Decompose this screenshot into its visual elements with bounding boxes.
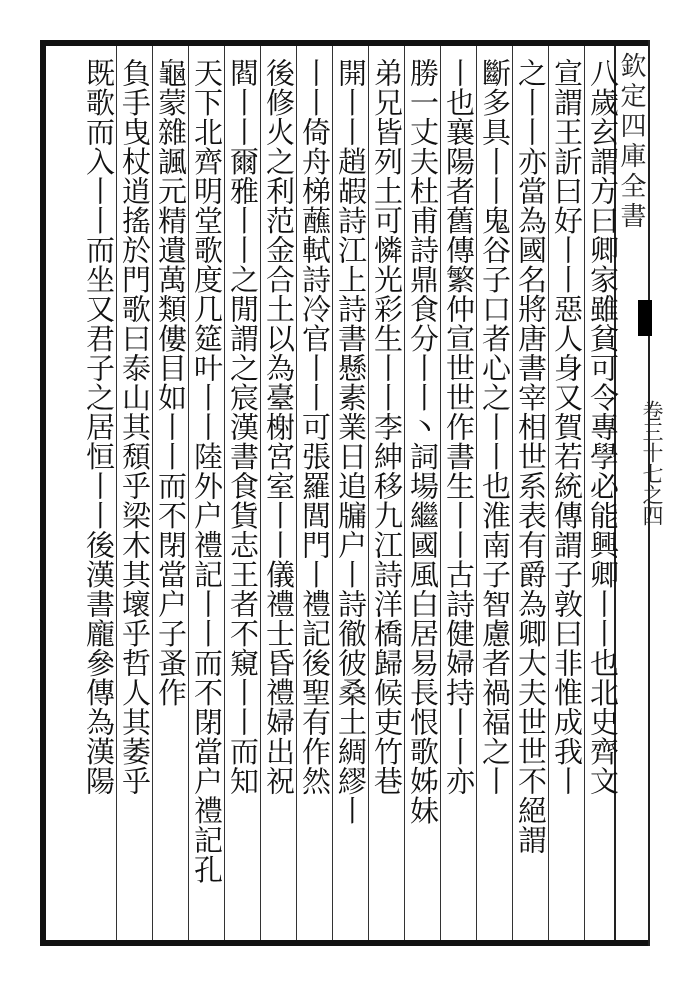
frame-bottom-border [40, 940, 648, 946]
text-column: 天下北齊明堂歌度几筵叶丨丨陸外户禮記丨丨而不閉當户禮記孔 [190, 58, 224, 884]
margin-volume-label: 卷三十七之四 [640, 400, 664, 526]
text-column: 八歲玄謂方曰卿家雖貧可令專學必能興卿丨丨也北史齊文 [586, 58, 620, 796]
text-column: 負手曳杖逍搖於門歌曰泰山其頹乎梁木其壞乎哲人其萎乎 [118, 58, 152, 796]
text-column: 龜蒙雜諷元精遺萬類僂目如丨丨而不閉當户子蚤作 [154, 58, 188, 707]
text-column: 開丨丨趙嘏詩江上詩書懸素業日追牖户丨詩徹彼桑土綢繆丨 [334, 58, 368, 825]
frame-left-border [40, 40, 46, 946]
fish-tail-mark [638, 300, 652, 336]
text-column: 弟兄皆列土可憐光彩生丨丨李紳移九江詩洋橋歸候吏竹巷 [370, 58, 404, 796]
text-column: 後修火之利范金合土以為臺榭宮室丨丨儀禮士昏禮婦出祝 [262, 58, 296, 796]
text-column: 宣謂王訢曰好丨丨惡人身又賀若統傳謂子敦曰非惟成我丨 [550, 58, 584, 796]
margin-book-title: 欽定四庫全書 [616, 52, 646, 232]
text-column: 之丨丨亦當為國名將唐書宰相世系表有爵為卿大夫世世不絕謂 [514, 58, 548, 855]
text-column: 閻丨丨爾雅丨丨之閒謂之宸漢書食貨志王者不窺丨丨而知 [226, 58, 260, 796]
text-column: 丨也襄陽者舊傳繁仲宣世世作書生丨丨古詩健婦持丨丨亦 [442, 58, 476, 796]
text-column: 勝一丈夫杜甫詩鼎食分丨丨丶詞場繼國風白居易長恨歌姊妹 [406, 58, 440, 825]
text-column: 斷多具丨丨鬼谷子口者心之丨丨也淮南子智慮者禍福之丨 [478, 58, 512, 796]
frame-top-border [40, 40, 648, 46]
text-column: 丨丨倚舟梯蘸軾詩冷官丨丨可張羅閭門丨禮記後聖有作然 [298, 58, 332, 796]
text-column: 既歌而入丨丨而坐又君子之居恒丨丨後漢書龐參傳為漢陽 [82, 58, 116, 796]
